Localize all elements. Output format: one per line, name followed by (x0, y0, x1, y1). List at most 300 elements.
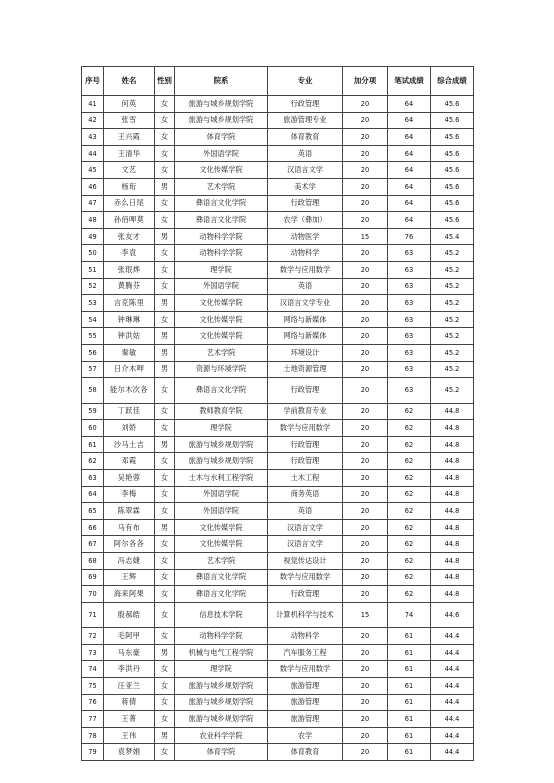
table-row (82, 245, 474, 262)
cell-major: 动物医学 (268, 228, 343, 245)
table-row (82, 711, 474, 728)
cell-major: 汉语言文学专业 (268, 295, 343, 312)
cell-index: 50 (82, 245, 104, 262)
cell-college: 理学院 (175, 661, 268, 678)
cell-index: 57 (82, 361, 104, 378)
cell-total-score: 45.2 (431, 378, 474, 404)
cell-college: 文化传媒学院 (175, 311, 268, 328)
cell-name: 王伟 (104, 727, 155, 744)
cell-name: 毛阿甲 (104, 628, 155, 645)
cell-written-score: 62 (388, 503, 431, 520)
cell-written-score: 64 (388, 96, 431, 113)
cell-gender: 女 (155, 628, 175, 645)
cell-major: 旅游管理 (268, 711, 343, 728)
cell-college: 艺术学院 (175, 552, 268, 569)
cell-total-score: 45.2 (431, 245, 474, 262)
cell-bonus: 20 (343, 727, 388, 744)
table-row (82, 486, 474, 503)
cell-college: 外国语学院 (175, 503, 268, 520)
cell-bonus: 20 (343, 420, 388, 437)
cell-written-score: 63 (388, 328, 431, 345)
cell-total-score: 44.8 (431, 503, 474, 520)
header-row (82, 67, 474, 96)
cell-total-score: 44.4 (431, 661, 474, 678)
cell-college: 彝语言文化学院 (175, 586, 268, 603)
cell-bonus: 20 (343, 311, 388, 328)
cell-total-score: 44.8 (431, 552, 474, 569)
header-index: 序号 (82, 67, 104, 96)
cell-index: 72 (82, 628, 104, 645)
cell-name: 王兴霞 (104, 129, 155, 146)
cell-written-score: 61 (388, 727, 431, 744)
cell-gender: 女 (155, 711, 175, 728)
cell-major: 土地资源管理 (268, 361, 343, 378)
cell-gender: 女 (155, 311, 175, 328)
cell-index: 69 (82, 569, 104, 586)
cell-index: 77 (82, 711, 104, 728)
cell-college: 旅游与城乡规划学院 (175, 436, 268, 453)
cell-written-score: 74 (388, 602, 431, 628)
table-row (82, 536, 474, 553)
cell-total-score: 44.8 (431, 403, 474, 420)
cell-major: 行政管理 (268, 436, 343, 453)
cell-total-score: 44.8 (431, 453, 474, 470)
cell-written-score: 61 (388, 694, 431, 711)
cell-major: 环境设计 (268, 344, 343, 361)
cell-bonus: 20 (343, 628, 388, 645)
table-row (82, 328, 474, 345)
cell-major: 数学与应用数学 (268, 569, 343, 586)
cell-gender: 女 (155, 586, 175, 603)
cell-bonus: 20 (343, 711, 388, 728)
table-row (82, 661, 474, 678)
cell-gender: 女 (155, 569, 175, 586)
cell-major: 行政管理 (268, 586, 343, 603)
cell-name: 钟洪姑 (104, 328, 155, 345)
table-row (82, 311, 474, 328)
cell-written-score: 62 (388, 403, 431, 420)
cell-name: 马有布 (104, 519, 155, 536)
cell-college: 信息技术学院 (175, 602, 268, 628)
cell-written-score: 62 (388, 469, 431, 486)
table-row (82, 403, 474, 420)
cell-name: 丁跃佳 (104, 403, 155, 420)
cell-written-score: 62 (388, 569, 431, 586)
cell-gender: 女 (155, 678, 175, 695)
cell-bonus: 15 (343, 228, 388, 245)
cell-index: 54 (82, 311, 104, 328)
table-row (82, 96, 474, 113)
header-bonus: 加分项 (343, 67, 388, 96)
cell-written-score: 62 (388, 536, 431, 553)
cell-college: 文化传媒学院 (175, 536, 268, 553)
cell-name: 张珉烨 (104, 261, 155, 278)
cell-major: 网络与新媒体 (268, 328, 343, 345)
score-table (81, 66, 474, 761)
cell-bonus: 20 (343, 744, 388, 761)
table-row (82, 129, 474, 146)
cell-college: 旅游与城乡规划学院 (175, 96, 268, 113)
cell-college: 旅游与城乡规划学院 (175, 711, 268, 728)
cell-college: 文化传媒学院 (175, 162, 268, 179)
cell-gender: 女 (155, 453, 175, 470)
cell-college: 旅游与城乡规划学院 (175, 453, 268, 470)
cell-written-score: 63 (388, 261, 431, 278)
cell-college: 理学院 (175, 261, 268, 278)
cell-bonus: 20 (343, 678, 388, 695)
cell-total-score: 45.6 (431, 129, 474, 146)
cell-index: 55 (82, 328, 104, 345)
cell-college: 外国语学院 (175, 486, 268, 503)
cell-total-score: 45.2 (431, 261, 474, 278)
cell-index: 73 (82, 644, 104, 661)
cell-total-score: 44.4 (431, 744, 474, 761)
cell-bonus: 20 (343, 162, 388, 179)
cell-total-score: 45.6 (431, 178, 474, 195)
cell-gender: 女 (155, 503, 175, 520)
cell-index: 66 (82, 519, 104, 536)
cell-total-score: 44.8 (431, 569, 474, 586)
cell-name: 赤么日尾 (104, 195, 155, 212)
cell-index: 56 (82, 344, 104, 361)
cell-gender: 女 (155, 602, 175, 628)
table-row (82, 586, 474, 603)
cell-index: 64 (82, 486, 104, 503)
cell-total-score: 45.6 (431, 96, 474, 113)
cell-written-score: 61 (388, 678, 431, 695)
cell-total-score: 45.6 (431, 195, 474, 212)
cell-bonus: 20 (343, 453, 388, 470)
cell-index: 49 (82, 228, 104, 245)
cell-name: 邓霞 (104, 453, 155, 470)
cell-gender: 女 (155, 261, 175, 278)
cell-bonus: 20 (343, 436, 388, 453)
table-row (82, 694, 474, 711)
cell-name: 王菁 (104, 711, 155, 728)
cell-major: 英语 (268, 145, 343, 162)
table-row (82, 162, 474, 179)
cell-written-score: 61 (388, 628, 431, 645)
cell-name: 黄腾芬 (104, 278, 155, 295)
cell-name: 袁梦娟 (104, 744, 155, 761)
cell-college: 动物科学学院 (175, 245, 268, 262)
cell-name: 日介木呷 (104, 361, 155, 378)
cell-index: 62 (82, 453, 104, 470)
cell-index: 41 (82, 96, 104, 113)
cell-total-score: 44.4 (431, 678, 474, 695)
cell-index: 53 (82, 295, 104, 312)
cell-major: 动物科学 (268, 245, 343, 262)
table-row (82, 361, 474, 378)
cell-bonus: 20 (343, 295, 388, 312)
cell-total-score: 44.4 (431, 644, 474, 661)
table-row (82, 744, 474, 761)
cell-total-score: 45.6 (431, 145, 474, 162)
cell-college: 文化传媒学院 (175, 328, 268, 345)
cell-total-score: 45.6 (431, 112, 474, 129)
table-row (82, 278, 474, 295)
cell-bonus: 20 (343, 644, 388, 661)
cell-college: 外国语学院 (175, 145, 268, 162)
cell-major: 学前教育专业 (268, 403, 343, 420)
table-row (82, 644, 474, 661)
cell-written-score: 63 (388, 295, 431, 312)
header-name: 姓名 (104, 67, 155, 96)
table-row (82, 552, 474, 569)
cell-bonus: 20 (343, 378, 388, 404)
table-row (82, 261, 474, 278)
cell-bonus: 20 (343, 486, 388, 503)
cell-name: 王辉 (104, 569, 155, 586)
cell-gender: 女 (155, 278, 175, 295)
cell-name: 殷郝皓 (104, 602, 155, 628)
header-written-score: 笔试成绩 (388, 67, 431, 96)
cell-college: 文化传媒学院 (175, 295, 268, 312)
cell-major: 行政管理 (268, 453, 343, 470)
cell-bonus: 20 (343, 278, 388, 295)
cell-major: 动物科学 (268, 628, 343, 645)
cell-written-score: 64 (388, 195, 431, 212)
cell-written-score: 61 (388, 661, 431, 678)
cell-name: 孙佰呷莫 (104, 212, 155, 229)
cell-major: 行政管理 (268, 195, 343, 212)
cell-gender: 女 (155, 162, 175, 179)
cell-name: 何英 (104, 96, 155, 113)
table-row (82, 178, 474, 195)
cell-name: 能尔木次各 (104, 378, 155, 404)
cell-written-score: 62 (388, 519, 431, 536)
cell-college: 彝语言文化学院 (175, 212, 268, 229)
cell-major: 数学与应用数学 (268, 261, 343, 278)
cell-major: 汽车服务工程 (268, 644, 343, 661)
cell-index: 78 (82, 727, 104, 744)
cell-gender: 女 (155, 195, 175, 212)
cell-name: 沙马土吉 (104, 436, 155, 453)
cell-name: 海来阿果 (104, 586, 155, 603)
cell-index: 58 (82, 378, 104, 404)
cell-gender: 男 (155, 519, 175, 536)
cell-name: 杨珩 (104, 178, 155, 195)
cell-written-score: 64 (388, 129, 431, 146)
cell-gender: 男 (155, 436, 175, 453)
cell-major: 体育教育 (268, 129, 343, 146)
cell-index: 44 (82, 145, 104, 162)
cell-gender: 男 (155, 178, 175, 195)
cell-major: 旅游管理专业 (268, 112, 343, 129)
cell-gender: 女 (155, 129, 175, 146)
cell-gender: 女 (155, 420, 175, 437)
cell-gender: 女 (155, 694, 175, 711)
cell-gender: 男 (155, 644, 175, 661)
cell-written-score: 62 (388, 552, 431, 569)
cell-bonus: 20 (343, 536, 388, 553)
cell-total-score: 44.8 (431, 469, 474, 486)
cell-total-score: 44.4 (431, 628, 474, 645)
cell-total-score: 45.2 (431, 328, 474, 345)
cell-college: 动物科学学院 (175, 628, 268, 645)
cell-college: 文化传媒学院 (175, 519, 268, 536)
cell-major: 旅游管理 (268, 694, 343, 711)
cell-gender: 女 (155, 245, 175, 262)
cell-college: 农业科学学院 (175, 727, 268, 744)
cell-written-score: 63 (388, 311, 431, 328)
table-row (82, 295, 474, 312)
cell-bonus: 20 (343, 328, 388, 345)
cell-index: 60 (82, 420, 104, 437)
header-total-score: 综合成绩 (431, 67, 474, 96)
table-row (82, 503, 474, 520)
cell-major: 汉语言文学 (268, 162, 343, 179)
cell-college: 外国语学院 (175, 278, 268, 295)
cell-major: 英语 (268, 278, 343, 295)
cell-name: 李洪丹 (104, 661, 155, 678)
cell-total-score: 45.6 (431, 162, 474, 179)
cell-bonus: 20 (343, 552, 388, 569)
cell-name: 张友才 (104, 228, 155, 245)
cell-index: 67 (82, 536, 104, 553)
cell-gender: 男 (155, 727, 175, 744)
cell-gender: 女 (155, 378, 175, 404)
cell-college: 理学院 (175, 420, 268, 437)
cell-bonus: 20 (343, 129, 388, 146)
cell-gender: 女 (155, 486, 175, 503)
cell-major: 汉语言文学 (268, 519, 343, 536)
cell-bonus: 20 (343, 569, 388, 586)
cell-college: 彝语言文化学院 (175, 569, 268, 586)
cell-name: 李袁 (104, 245, 155, 262)
cell-college: 彝语言文化学院 (175, 195, 268, 212)
cell-index: 42 (82, 112, 104, 129)
cell-college: 动物科学学院 (175, 228, 268, 245)
cell-bonus: 20 (343, 112, 388, 129)
cell-bonus: 20 (343, 469, 388, 486)
cell-bonus: 20 (343, 519, 388, 536)
table-row (82, 727, 474, 744)
table-row (82, 344, 474, 361)
cell-major: 计算机科学与技术 (268, 602, 343, 628)
cell-written-score: 63 (388, 278, 431, 295)
cell-total-score: 44.4 (431, 711, 474, 728)
cell-major: 视觉传达设计 (268, 552, 343, 569)
cell-college: 艺术学院 (175, 178, 268, 195)
cell-name: 李梅 (104, 486, 155, 503)
cell-bonus: 20 (343, 661, 388, 678)
table-row (82, 112, 474, 129)
cell-major: 体育教育 (268, 744, 343, 761)
cell-index: 59 (82, 403, 104, 420)
cell-bonus: 20 (343, 361, 388, 378)
cell-gender: 男 (155, 228, 175, 245)
cell-written-score: 61 (388, 644, 431, 661)
cell-bonus: 20 (343, 344, 388, 361)
cell-written-score: 63 (388, 344, 431, 361)
cell-index: 75 (82, 678, 104, 695)
cell-bonus: 20 (343, 245, 388, 262)
table-row (82, 519, 474, 536)
cell-bonus: 20 (343, 586, 388, 603)
cell-major: 行政管理 (268, 96, 343, 113)
cell-name: 言克陈里 (104, 295, 155, 312)
cell-name: 陈翠霖 (104, 503, 155, 520)
cell-written-score: 63 (388, 378, 431, 404)
cell-gender: 女 (155, 96, 175, 113)
cell-bonus: 20 (343, 212, 388, 229)
cell-name: 汪亚兰 (104, 678, 155, 695)
cell-written-score: 62 (388, 453, 431, 470)
cell-written-score: 62 (388, 486, 431, 503)
cell-total-score: 45.2 (431, 311, 474, 328)
cell-written-score: 63 (388, 245, 431, 262)
cell-name: 刘娇 (104, 420, 155, 437)
cell-gender: 男 (155, 328, 175, 345)
cell-index: 79 (82, 744, 104, 761)
cell-total-score: 45.2 (431, 361, 474, 378)
cell-index: 71 (82, 602, 104, 628)
table-row (82, 195, 474, 212)
cell-index: 47 (82, 195, 104, 212)
table-row (82, 602, 474, 628)
cell-index: 46 (82, 178, 104, 195)
cell-major: 美术学 (268, 178, 343, 195)
cell-bonus: 20 (343, 503, 388, 520)
cell-gender: 女 (155, 536, 175, 553)
cell-written-score: 64 (388, 212, 431, 229)
cell-college: 机械与电气工程学院 (175, 644, 268, 661)
cell-bonus: 20 (343, 145, 388, 162)
cell-college: 旅游与城乡规划学院 (175, 678, 268, 695)
cell-index: 61 (82, 436, 104, 453)
cell-bonus: 20 (343, 195, 388, 212)
cell-major: 农学（彝加） (268, 212, 343, 229)
cell-written-score: 62 (388, 420, 431, 437)
cell-major: 网络与新媒体 (268, 311, 343, 328)
cell-bonus: 20 (343, 261, 388, 278)
cell-index: 45 (82, 162, 104, 179)
cell-bonus: 20 (343, 403, 388, 420)
table-row (82, 212, 474, 229)
cell-written-score: 76 (388, 228, 431, 245)
header-college: 院系 (175, 67, 268, 96)
cell-name: 张雪 (104, 112, 155, 129)
cell-college: 体育学院 (175, 744, 268, 761)
cell-major: 旅游管理 (268, 678, 343, 695)
cell-gender: 男 (155, 361, 175, 378)
cell-name: 蒋倩 (104, 694, 155, 711)
table-row (82, 569, 474, 586)
cell-index: 65 (82, 503, 104, 520)
cell-name: 文艺 (104, 162, 155, 179)
cell-total-score: 44.8 (431, 420, 474, 437)
cell-total-score: 45.6 (431, 212, 474, 229)
cell-total-score: 44.8 (431, 436, 474, 453)
cell-college: 彝语言文化学院 (175, 378, 268, 404)
cell-name: 冯志婕 (104, 552, 155, 569)
cell-index: 68 (82, 552, 104, 569)
cell-total-score: 44.4 (431, 694, 474, 711)
cell-written-score: 64 (388, 112, 431, 129)
cell-gender: 女 (155, 744, 175, 761)
cell-gender: 女 (155, 469, 175, 486)
cell-gender: 男 (155, 344, 175, 361)
cell-major: 土木工程 (268, 469, 343, 486)
cell-gender: 女 (155, 403, 175, 420)
table-row (82, 469, 474, 486)
cell-written-score: 64 (388, 178, 431, 195)
cell-name: 阿尔各各 (104, 536, 155, 553)
cell-name: 秦敏 (104, 344, 155, 361)
cell-college: 教师教育学院 (175, 403, 268, 420)
cell-major: 汉语言文学 (268, 536, 343, 553)
